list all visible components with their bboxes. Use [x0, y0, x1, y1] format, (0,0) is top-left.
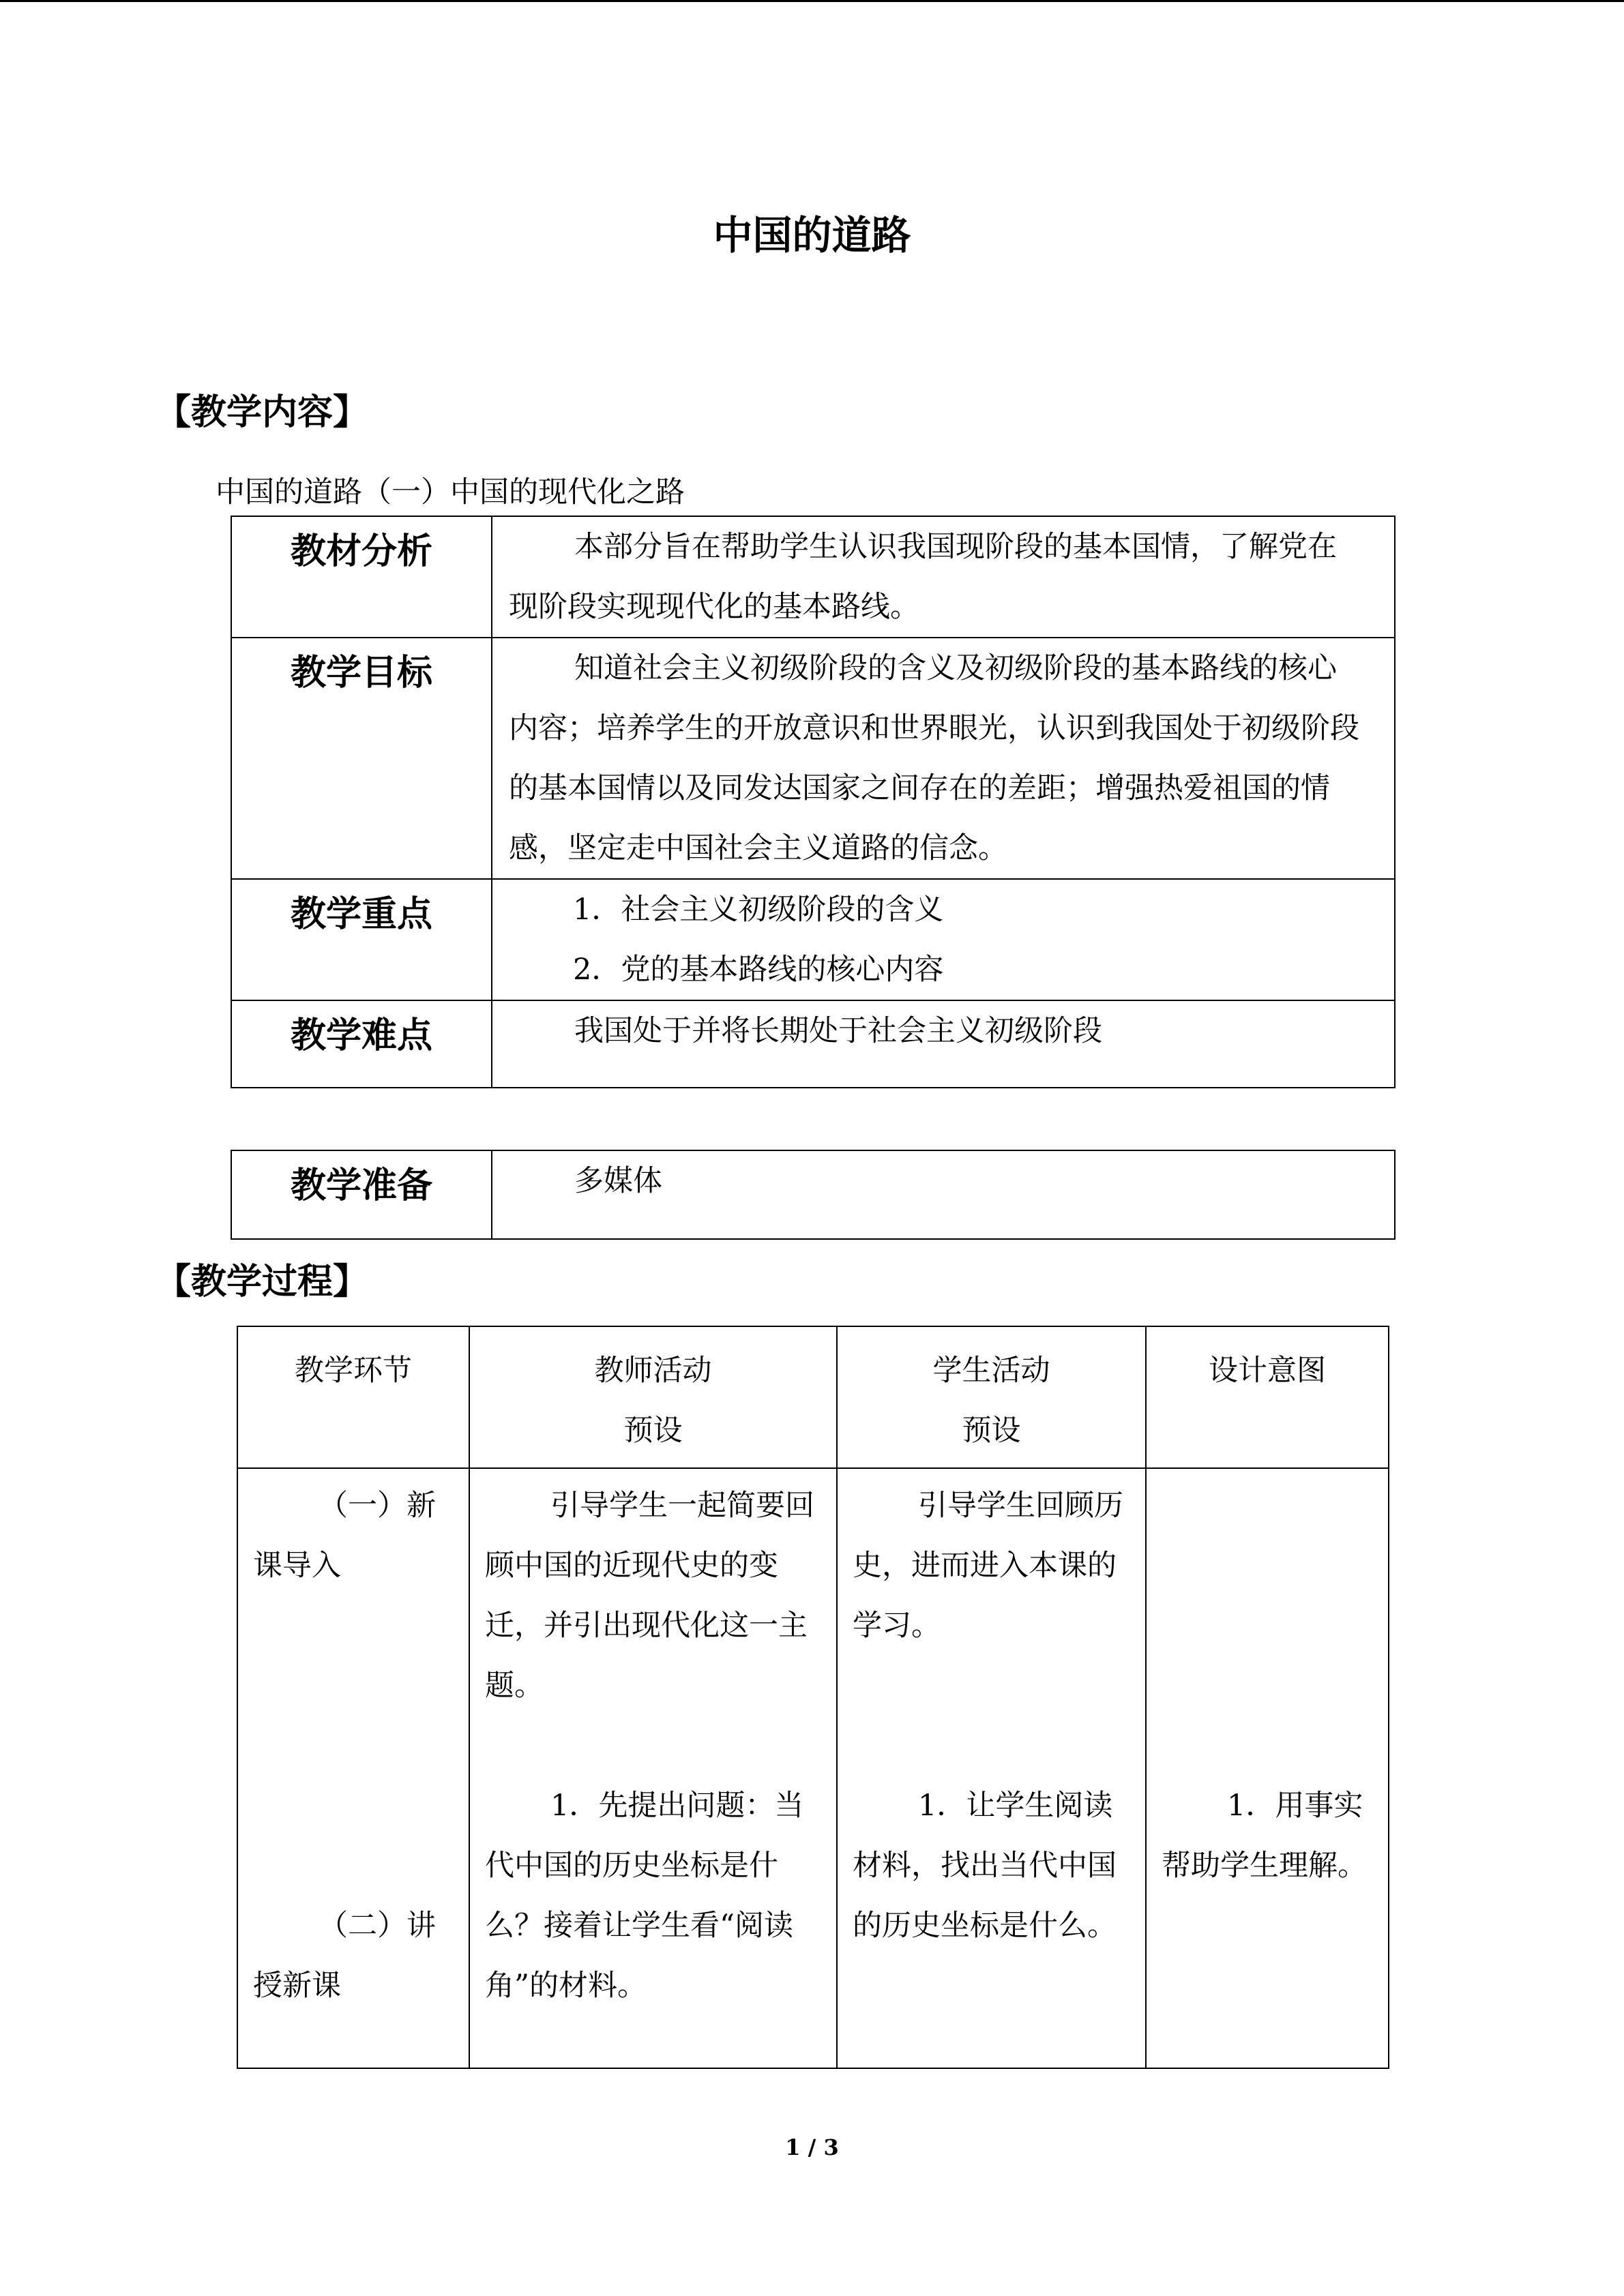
section-heading-content: 【教学内容】 [156, 392, 369, 433]
prep-label: 教学准备 [231, 1150, 492, 1239]
prep-content: 多媒体 [492, 1150, 1395, 1239]
info-table [231, 516, 1396, 1088]
info-label: 教学重点 [231, 879, 492, 1000]
key-point-item: 2．党的基本路线的核心内容 [573, 953, 944, 987]
prep-row [231, 1150, 1395, 1239]
lesson-subtitle: 中国的道路（一）中国的现代化之路 [216, 475, 685, 509]
teacher-cell [469, 1468, 837, 2068]
info-content [492, 879, 1395, 1000]
info-row [231, 1000, 1395, 1088]
info-row [231, 638, 1395, 879]
design-intent-new: 1．用事实帮助学生理解。 [1162, 1789, 1367, 1883]
page-number: 1 / 3 [785, 2134, 839, 2160]
key-point-item: 1．社会主义初级阶段的含义 [573, 893, 944, 927]
student-activity-new: 1．让学生阅读材料，找出当代中国的历史坐标是什么。 [853, 1789, 1117, 1943]
info-label: 教学目标 [231, 638, 492, 879]
teacher-activity-intro: 引导学生一起简要回顾中国的近现代史的变迁，并引出现代化这一主题。 [485, 1489, 814, 1703]
process-header-row [237, 1326, 1389, 1468]
top-border [0, 0, 1624, 2]
header-student: 学生活动 预设 [837, 1326, 1146, 1468]
stage-new-lesson: （二）讲授新课 [253, 1909, 436, 2003]
header-teacher: 教师活动 预设 [469, 1326, 837, 1468]
stage-intro: （一）新课导入 [253, 1489, 436, 1583]
info-row [231, 879, 1395, 1000]
intent-cell [1146, 1468, 1389, 2068]
info-content: 本部分旨在帮助学生认识我国现阶段的基本国情，了解党在现阶段实现现代化的基本路线。 [492, 516, 1395, 638]
info-content: 知道社会主义初级阶段的含义及初级阶段的基本路线的核心内容；培养学生的开放意识和世界眼光，认识到我国处于初级阶段的基本国情以及同发达国家之间存在的差距；增强热爱祖国的情感，坚定走中国社会主义道路的信念。 [492, 638, 1395, 879]
student-activity-intro: 引导学生回顾历史，进而进入本课的学习。 [853, 1489, 1123, 1643]
header-intent: 设计意图 [1146, 1326, 1389, 1468]
section-heading-process: 【教学过程】 [156, 1262, 369, 1302]
info-label: 教材分析 [231, 516, 492, 638]
header-stage: 教学环节 [237, 1326, 469, 1468]
stage-cell [237, 1468, 469, 2068]
process-table [237, 1326, 1389, 2069]
page-title: 中国的道路 [713, 212, 911, 258]
teacher-activity-new: 1．先提出问题：当代中国的历史坐标是什么？接着让学生看“阅读角”的材料。 [485, 1789, 804, 2003]
info-row [231, 516, 1395, 638]
info-label: 教学难点 [231, 1000, 492, 1088]
prep-table [231, 1150, 1396, 1240]
student-cell [837, 1468, 1146, 2068]
process-row [237, 1468, 1389, 2068]
info-content: 我国处于并将长期处于社会主义初级阶段 [492, 1000, 1395, 1088]
